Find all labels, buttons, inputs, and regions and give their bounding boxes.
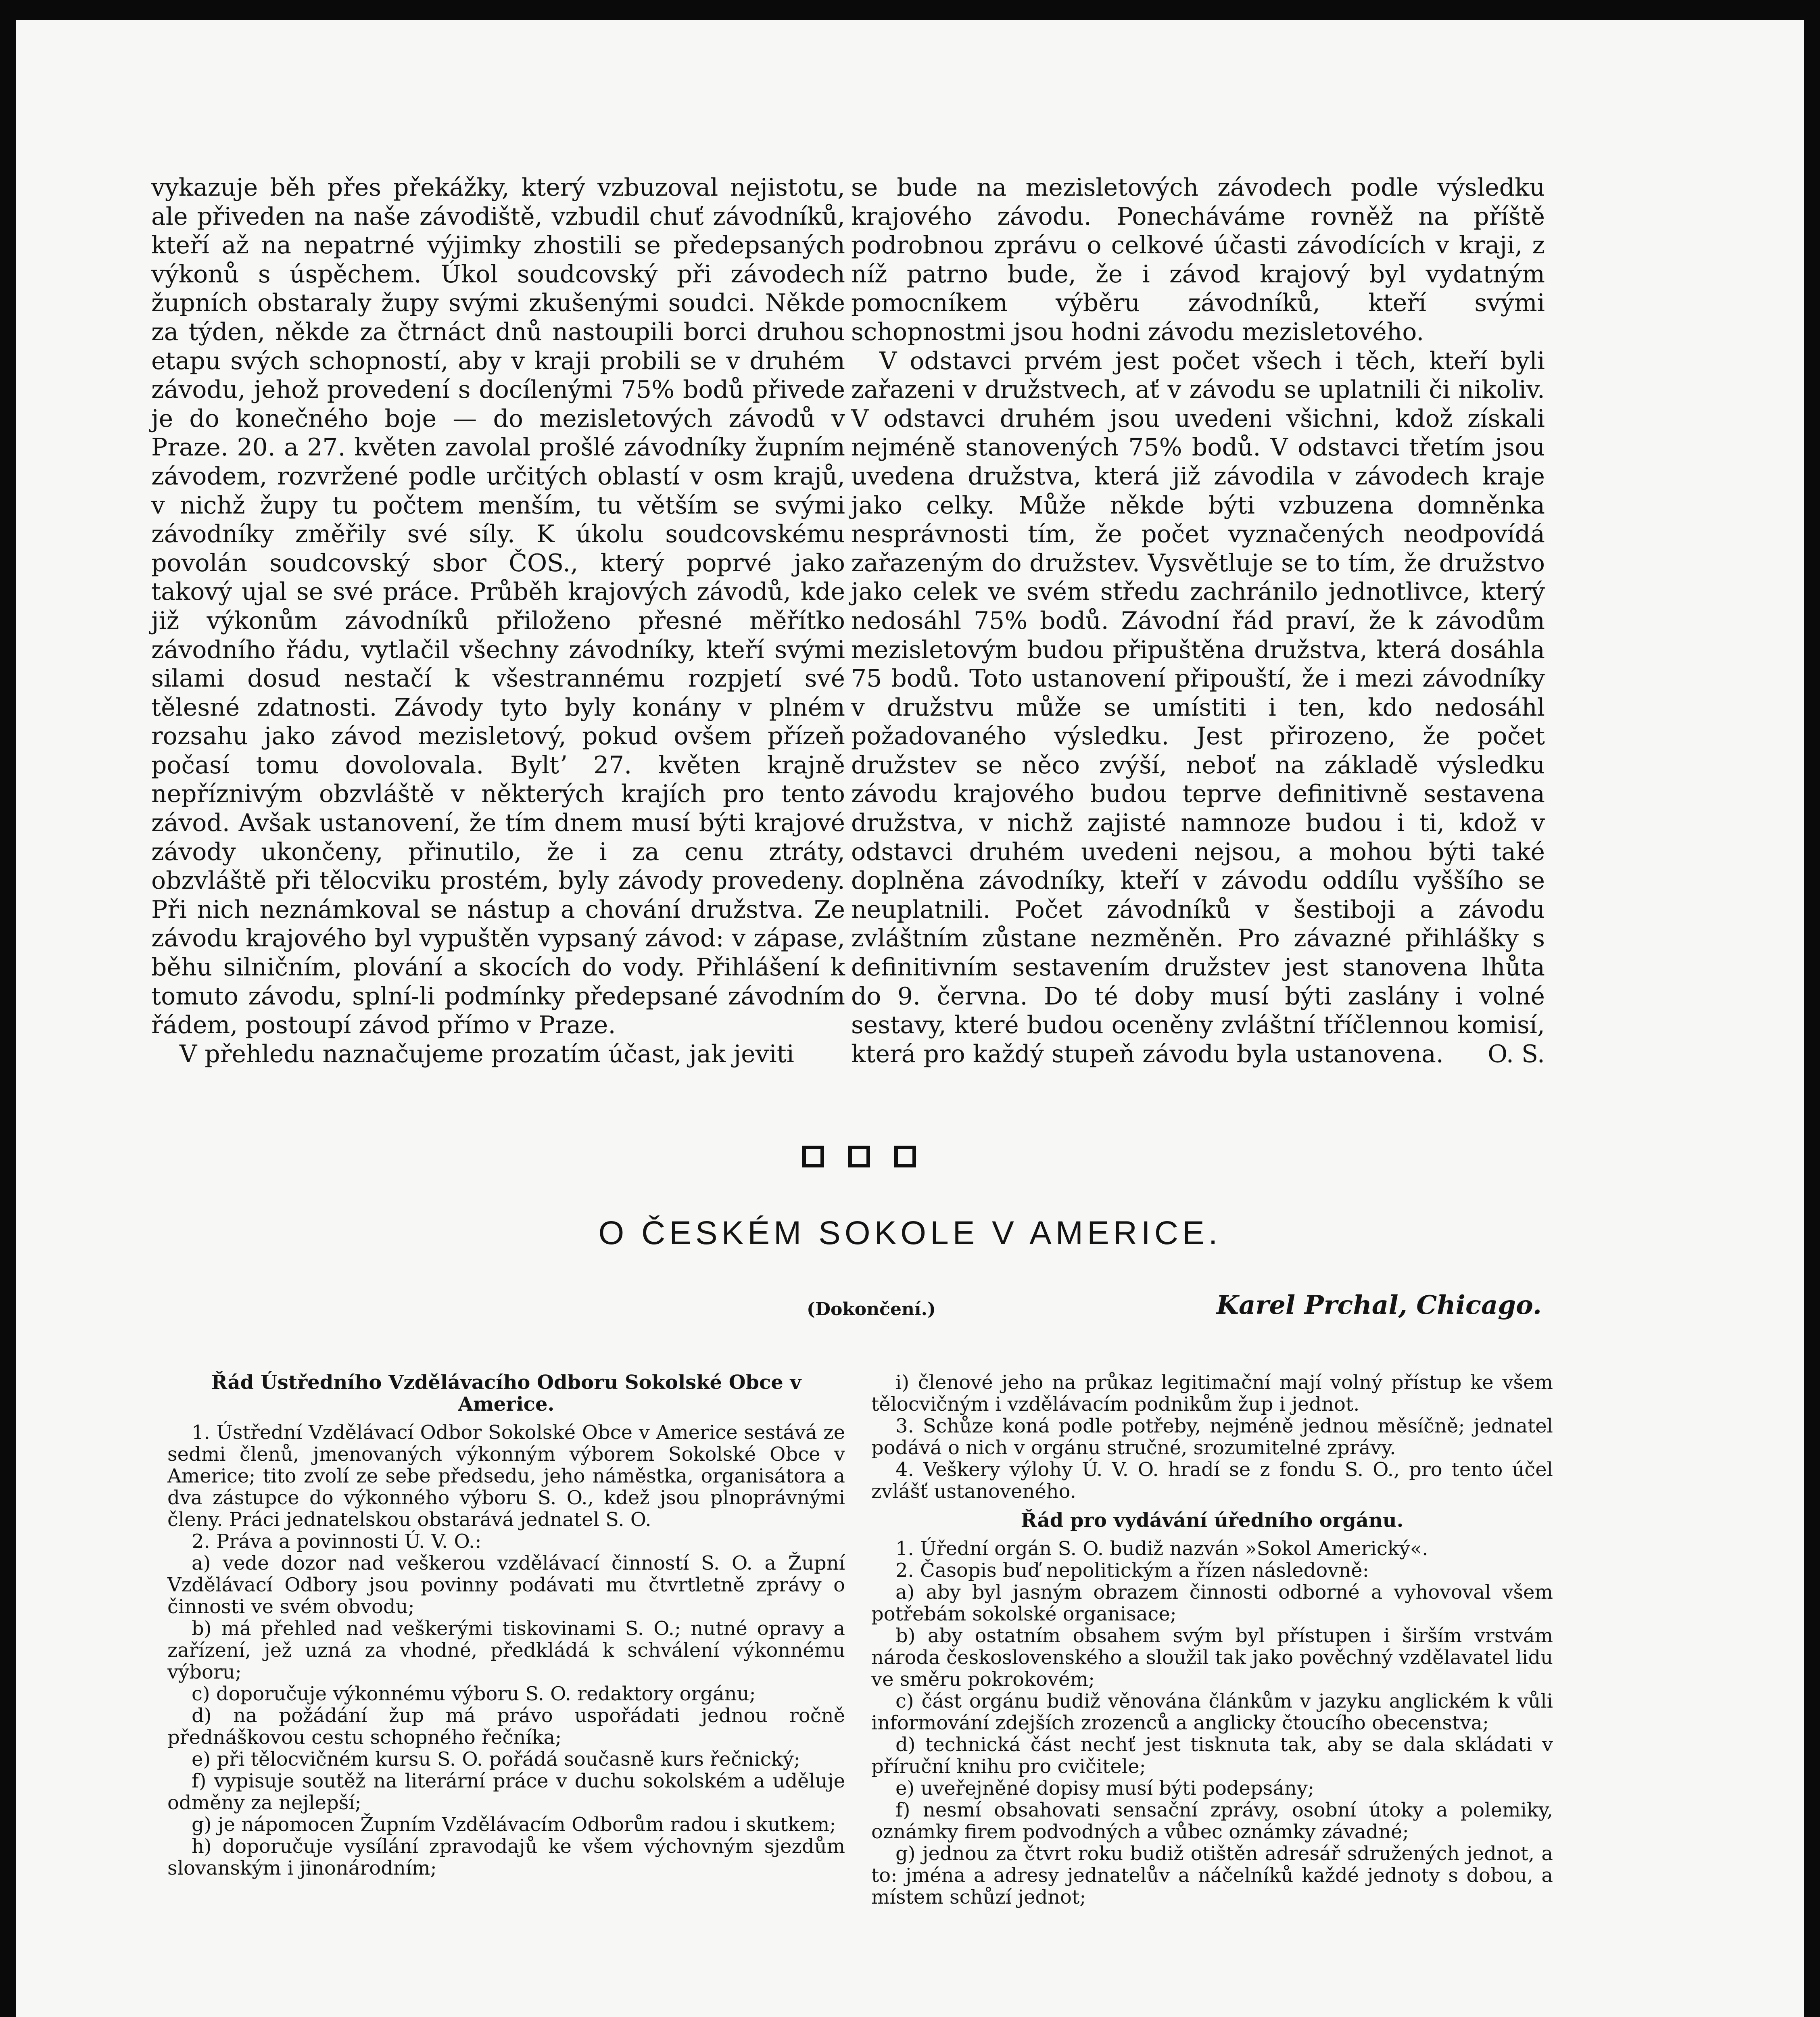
- paragraph: 1. Ústřední Vzdělávací Odbor Sokolské Obce v Americe sestává ze sedmi členů, jmenovaných výkonným výborem Sokolské Obce v Americe; tito zvolí ze sebe předsedu, jeho náměstka, organisátora a dva zástupce do výkonného výboru S. O., kdež jsou plnoprávnými členy. Práci jednatelskou obstarává jednatel S. O.: [167, 1421, 845, 1531]
- paragraph: g) je nápomocen Župním Vzdělávacím Odborům radou i skutkem;: [192, 1813, 836, 1836]
- paragraph: 4. Veškery výlohy Ú. V. O. hradí se z fondu S. O., pro tento účel zvlášť ustanoveného.: [871, 1458, 1553, 1503]
- bottom-right-column: [871, 1372, 1553, 1908]
- paragraph: 2. Časopis buď nepolitickým a řízen následovně:: [895, 1559, 1369, 1582]
- section-heading: Řád Ústředního Vzdělávacího Odboru Sokolské Obce v Americe.: [211, 1371, 801, 1416]
- paragraph: se bude na mezisletových závodech podle výsledku krajového závodu. Ponecháváme rovněž na příště podrobnou zprávu o celkové účasti závodících v kraji, z níž patrno bude, že i závod krajový byl vydatným pomocníkem výběru závodníků, kteří svými schopnostmi jsou hodni závodu mezisletového.: [851, 173, 1545, 346]
- paragraph: e) při tělocvičném kursu S. O. pořádá současně kurs řečnický;: [192, 1748, 800, 1771]
- section-heading: Řád pro vydávání úředního orgánu.: [1021, 1509, 1404, 1532]
- paragraph: d) technická část nechť jest tisknuta tak, aby se dala skládati v příruční knihu pro cvičitele;: [871, 1733, 1553, 1778]
- paragraph: a) aby byl jasným obrazem činnosti odborné a vyhovoval všem potřebám sokolské organisace;: [871, 1581, 1553, 1625]
- top-right-column: [851, 173, 1545, 1069]
- signature: O. S.: [1488, 1040, 1545, 1068]
- paragraph: d) na požádání žup má právo uspořádati jednou ročně přednáškovou cestu schopného řečníka;: [167, 1704, 845, 1749]
- spacer: [871, 1502, 1553, 1510]
- square-ornament-icon: [848, 1146, 870, 1167]
- paragraph: c) doporučuje výkonnému výboru S. O. redaktory orgánu;: [192, 1683, 756, 1705]
- paragraph: b) aby ostatním obsahem svým byl přístupen i širším vrstvám národa československého a sloužil tak jako pověchný vzdělavatel lidu ve směru pokrokovém;: [871, 1624, 1553, 1691]
- page: [16, 20, 1804, 2017]
- square-ornament-icon: [894, 1146, 916, 1167]
- paragraph: V přehledu naznačujeme prozatím účast, jak jeviti: [179, 1040, 794, 1068]
- article-title: O ČESKÉM SOKOLE V AMERICE.: [598, 1215, 1222, 1251]
- paragraph: 2. Práva a povinnosti Ú. V. O.:: [192, 1530, 482, 1553]
- paragraph: i) členové jeho na průkaz legitimační mají volný přístup ke všem tělocvičným i vzdělávacím podnikům žup i jednot.: [871, 1371, 1553, 1416]
- square-ornament-icon: [802, 1146, 824, 1167]
- section-separator: [774, 1146, 944, 1174]
- article-subtitle: (Dokončení.): [807, 1299, 936, 1320]
- paragraph: vykazuje běh přes překážky, který vzbuzoval nejistotu, ale přiveden na naše závodiště, vzbudil chuť závodníků, kteří až na nepatrné výjimky zhostili se předepsaných výkonů s úspěchem. Úkol soudcovský při závodech župních obstaraly župy svými zkušenými soudci. Někde za týden, někde za čtrnáct dnů nastoupili borci druhou etapu svých schopností, aby v kraji probili se v druhém závodu, jehož provedení s docílenými 75% bodů přivede je do konečného boje — do mezisletových závodů v Praze. 20. a 27. květen zavolal prošlé závodníky župním závodem, rozvržené podle určitých oblastí v osm krajů, v nichž župy tu počtem menším, tu větším se svými závodníky změřily své síly. K úkolu soudcovskému povolán soudcovský sbor ČOS., který poprvé jako takový ujal se své práce. Průběh krajových závodů, kde již výkonům závodníků přiloženo přesné měřítko závodního řádu, vytlačil všechny závodníky, kteří svými silami dosud nestačí k všestrannému rozpjetí své tělesné zdatnosti. Závody tyto byly konány v plném rozsahu jako závod mezisletový, pokud ovšem přízeň počasí tomu dovolovala. Byltʼ 27. květen krajně nepříznivým obzvláště v některých krajích pro tento závod. Avšak ustanovení, že tím dnem musí býti krajové závody ukončeny, přinutilo, že i za cenu ztráty, obzvláště při tělocviku prostém, byly závody provedeny. Při nich neznámkoval se nástup a chování družstva. Ze závodu krajového byl vypuštěn vypsaný závod: v zápase, běhu silničním, plování a skocích do vody. Přihlášení k tomuto závodu, splní-li podmínky předepsané závodním řádem, postoupí závod přímo v Praze.: [151, 173, 845, 1040]
- paragraph: g) jednou za čtvrt roku budiž otištěn adresář sdružených jednot, a to: jména a adresy jednatelův a náčelníků každé jednoty s dobou, a místem schůzí jednot;: [871, 1842, 1553, 1908]
- paragraph: 1. Úřední orgán S. O. budiž nazván »Sokol Americký«.: [895, 1537, 1428, 1560]
- paragraph: c) část orgánu budiž věnována článkům v jazyku anglickém k vůli informování zdejších zrozenců a anglicky čtoucího obecenstva;: [871, 1690, 1553, 1734]
- top-left-column: [151, 173, 845, 1069]
- paragraph: e) uveřejněné dopisy musí býti podepsány;: [895, 1777, 1315, 1800]
- paragraph: h) doporučuje vysílání zpravodajů ke všem výchovným sjezdům slovanským i jinonárodním;: [167, 1835, 845, 1879]
- paragraph: [851, 347, 1545, 1069]
- paragraph: b) má přehled nad veškerými tiskovinami S. O.; nutné opravy a zařízení, jež uzná za vhodné, předkládá k schválení výkonnému výboru;: [167, 1617, 845, 1683]
- paragraph-text: V odstavci prvém jest počet všech i těch, kteří byli zařazeni v družstvech, ať v závodu se uplatnili či nikoliv. V odstavci druhém jsou uvedeni všichni, kdož získali nejméně stanovených 75% bodů. V odstavci třetím jsou uvedena družstva, která již závodila v závodech kraje jako celky. Může někde býti vzbuzena domněnka nesprávnosti tím, že počet vyznačených neodpovídá zařazeným do družstev. Vysvětluje se to tím, že družstvo jako celek ve svém středu zachránilo jednotlivce, který nedosáhl 75% bodů. Závodní řád praví, že k závodům mezisletovým budou připuštěna družstva, která dosáhla 75 bodů. Toto ustanovení připouští, že i mezi závodníky v družstvu může se umístiti i ten, kdo nedosáhl požadovaného výsledku. Jest přirozeno, že počet družstev se něco zvýší, neboť na základě výsledku závodu krajového budou teprve definitivně sestavena družstva, v nichž zajisté namnoze budou i ti, kdož v odstavci druhém uvedeni nejsou, a mohou býti také doplněna závodníky, kteří v závodu oddílu vyššího se neuplatnili. Počet závodníků v šestiboji a závodu zvláštním zůstane nezměněn. Pro závazné přihlášky s definitivním sestavením družstev jest stanovena lhůta do 9. června. Do té doby musí býti zaslány i volné sestavy, které budou oceněny zvláštní tříčlennou komisí, která pro každý stupeň závodu byla ustanovena.: [851, 347, 1545, 1068]
- bottom-left-column: [167, 1372, 845, 1879]
- paragraph: 3. Schůze koná podle potřeby, nejméně jednou měsíčně; jednatel podává o nich v orgánu stručné, srozumitelné zprávy.: [871, 1415, 1553, 1459]
- paragraph: f) nesmí obsahovati sensační zprávy, osobní útoky a polemiky, oznámky firem podvodných a vůbec oznámky závadné;: [871, 1799, 1553, 1843]
- paragraph: a) vede dozor nad veškerou vzdělávací činností S. O. a Župní Vzdělávací Odbory jsou povinny podávati mu čtvrtletně zprávy o činnosti ve svém obvodu;: [167, 1552, 845, 1618]
- paragraph: f) vypisuje soutěž na literární práce v duchu sokolském a uděluje odměny za nejlepší;: [167, 1770, 845, 1814]
- article-author: Karel Prchal, Chicago.: [1216, 1290, 1542, 1320]
